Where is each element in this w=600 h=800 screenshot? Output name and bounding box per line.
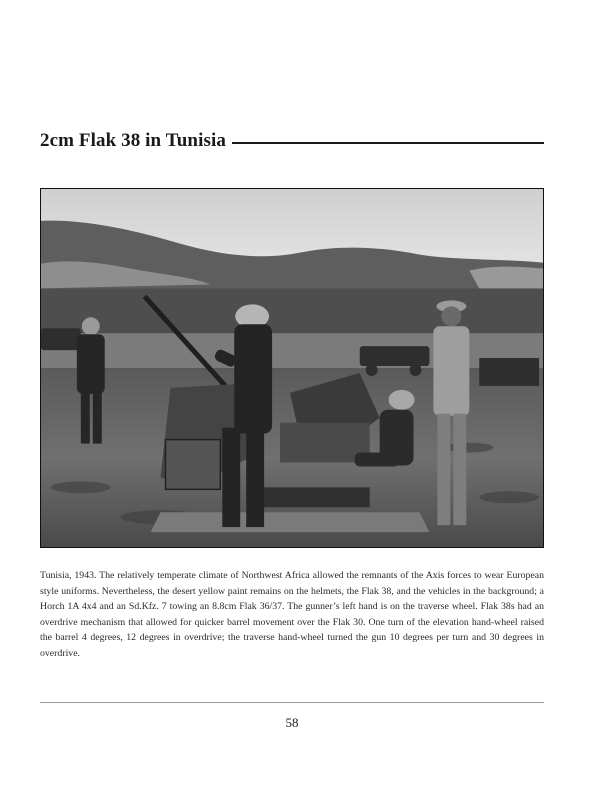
title-rule [232,142,544,144]
page-number: 58 [285,715,299,730]
photo [40,188,544,548]
page-title: 2cm Flak 38 in Tunisia [40,130,226,151]
photo-caption: Tunisia, 1943. The relatively temperate climate of Northwest Africa allowed the remnants of the Axis forces to wear European style uniforms. Nevertheless, the desert yellow paint remains on the helmets, the Flak 38, and the vehicles in the background; a Horch 1A 4x4 and an Sd.Kfz. 7 towing an 8.8cm Flak 36/37. The gunner’s left hand is on the traverse wheel. Flak 38s had an overdrive mechanism that allowed for quicker barrel movement over the Flak 30. One turn of the elevation hand-wheel raised the barrel 4 degrees, 12 degrees in overdrive; the traverse hand-wheel turned the gun 10 degrees per turn and 30 degrees in overdrive. [40,570,544,659]
photo-illustration [41,189,543,547]
heading-row [40,130,544,152]
footer-rule [40,702,544,703]
